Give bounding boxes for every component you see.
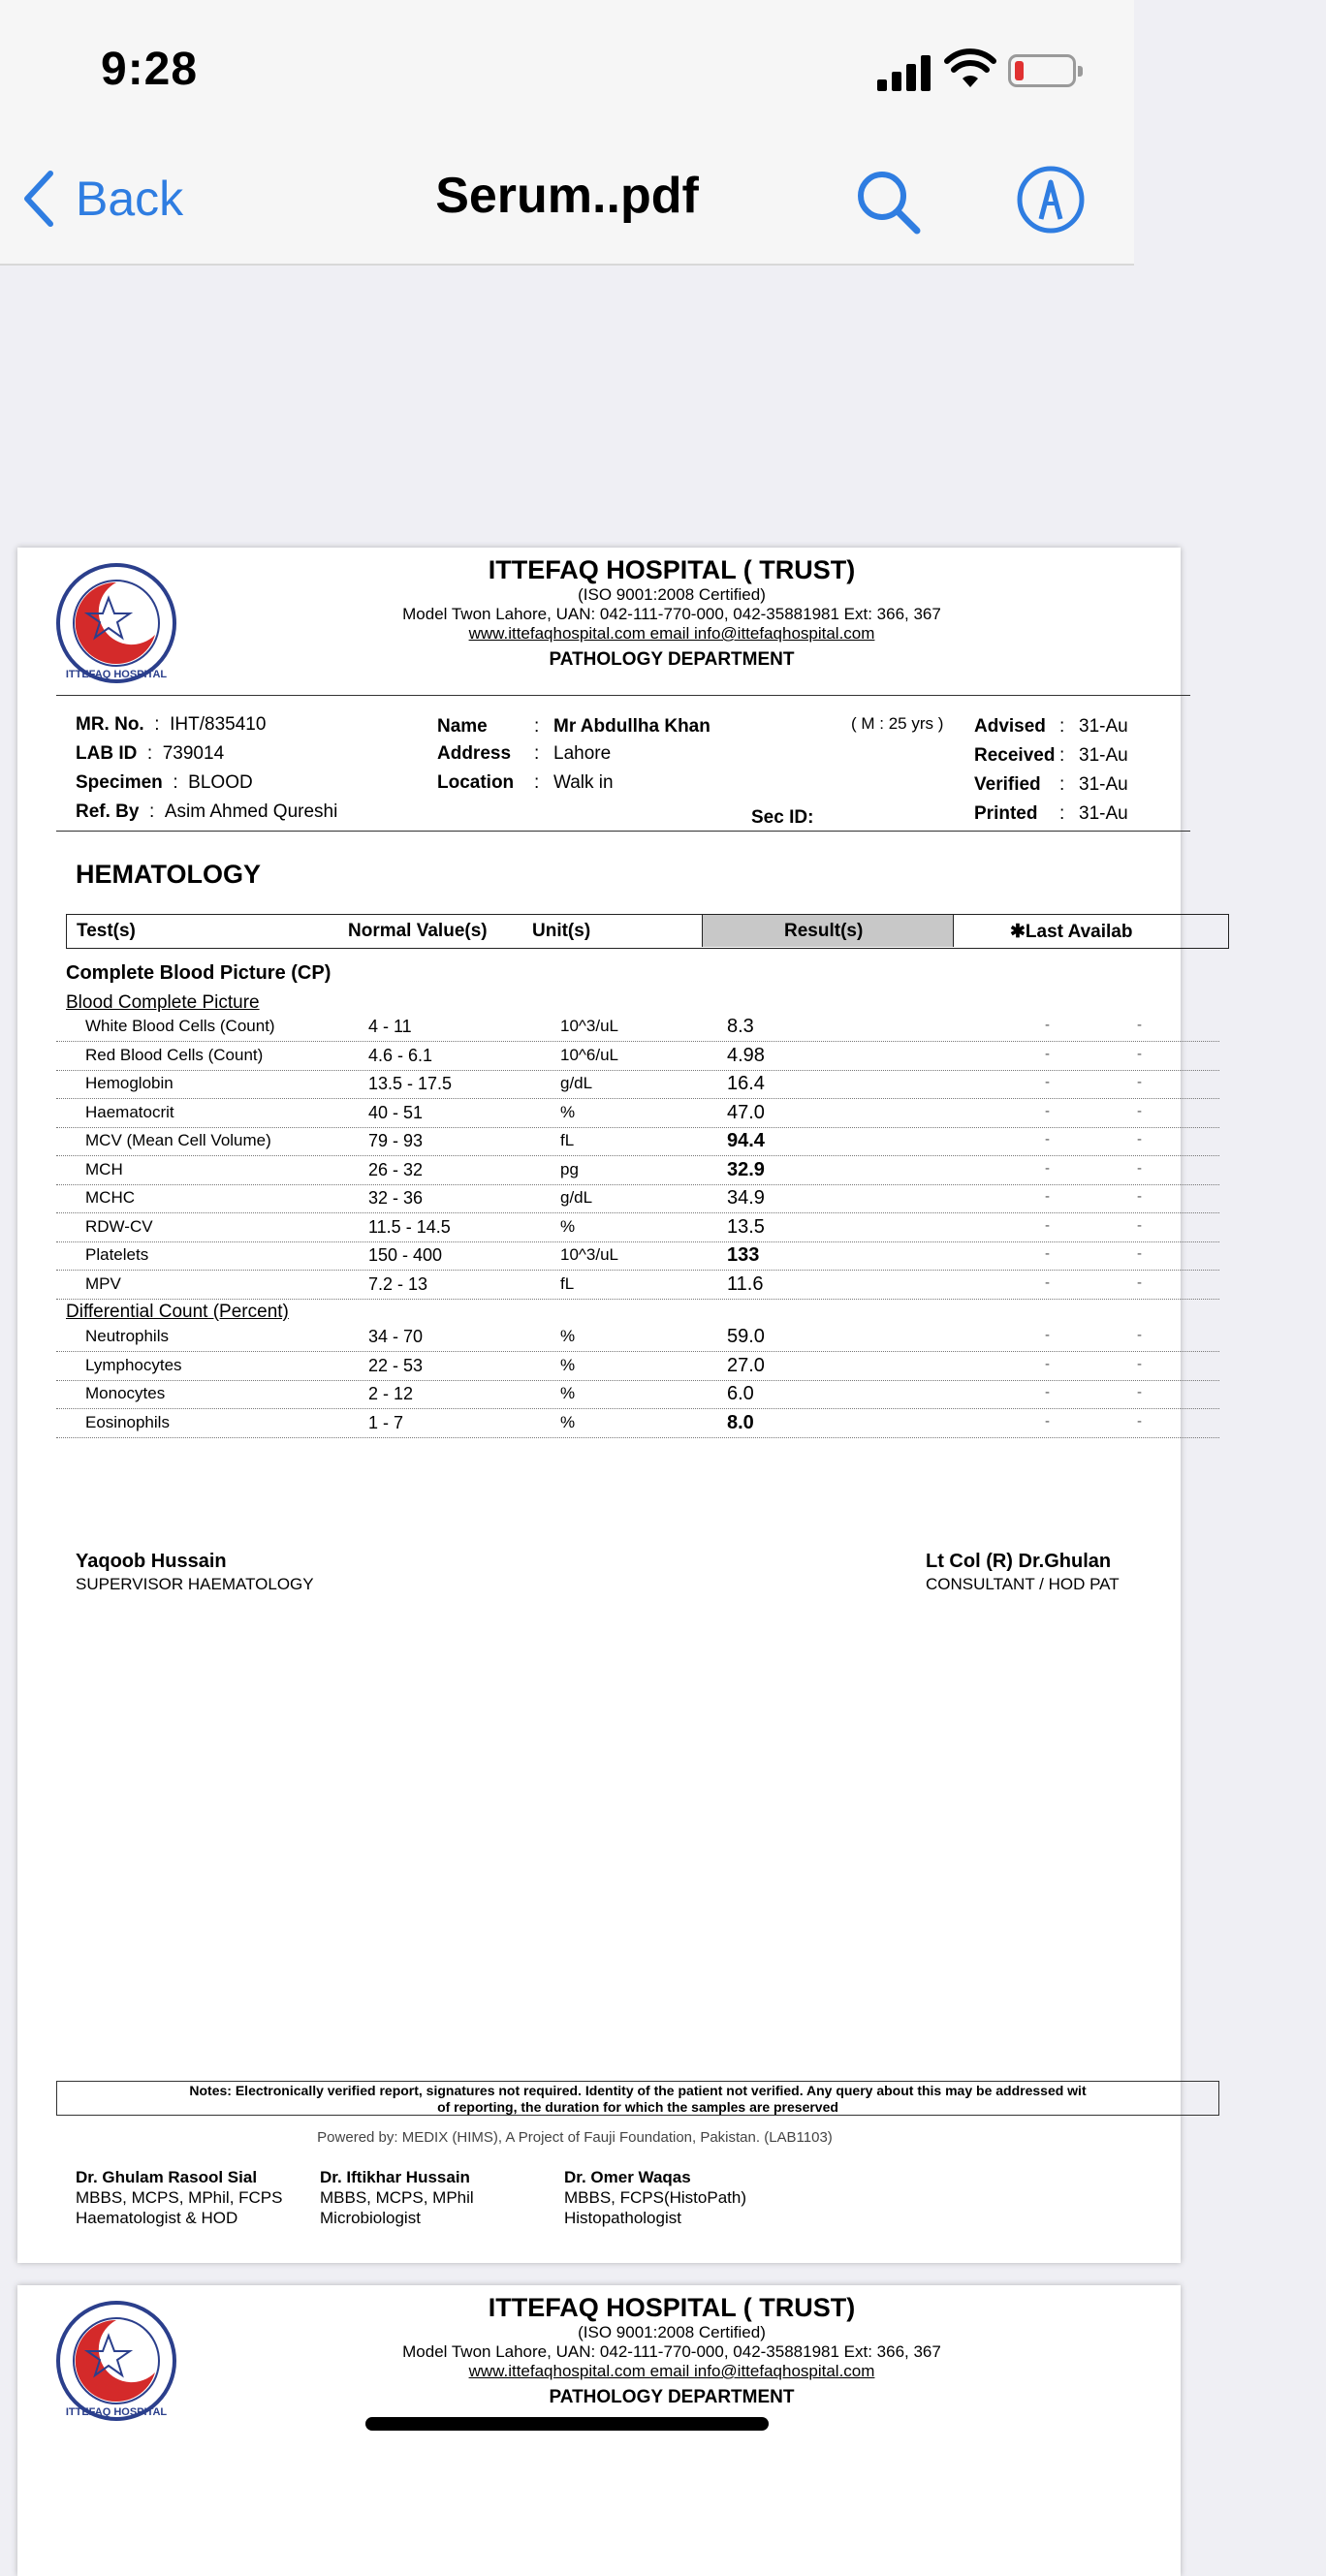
- result-value: 47.0: [727, 1101, 765, 1123]
- referred-by: Ref. By : Asim Ahmed Qureshi: [76, 801, 338, 822]
- info-divider: [56, 831, 1190, 832]
- table-row: [56, 1070, 1219, 1099]
- last-available-value: -: [1137, 1327, 1142, 1343]
- normal-range: 13.5 - 17.5: [368, 1074, 453, 1093]
- doctor-2-qual: MBBS, MCPS, MPhil: [320, 2188, 474, 2207]
- last-available-value: -: [1137, 1159, 1142, 1177]
- header-last-available: ✱Last Availab: [1010, 922, 1133, 942]
- group-differential-count: Differential Count (Percent): [66, 1302, 289, 1322]
- supervisor-role: SUPERVISOR HAEMATOLOGY: [76, 1575, 314, 1593]
- supervisor-name: Yaqoob Hussain: [76, 1551, 227, 1572]
- patient-age-sex: ( M : 25 yrs ): [851, 714, 944, 733]
- last-available-value: -: [1045, 1074, 1050, 1090]
- received-date: Received : 31-Au: [974, 745, 1128, 766]
- hospital-website[interactable]: www.ittefaqhospital.com email info@ittefaqhospital.com: [468, 624, 875, 643]
- unit: 10^6/uL: [560, 1045, 618, 1064]
- unit: %: [560, 1355, 576, 1374]
- normal-range: 40 - 51: [368, 1102, 424, 1122]
- last-available-value: -: [1045, 1131, 1050, 1147]
- result-value: 16.4: [727, 1073, 765, 1094]
- patient-location: Location : Walk in: [437, 772, 614, 793]
- lab-id: LAB ID : 739014: [76, 743, 225, 764]
- last-available-value: -: [1045, 1017, 1050, 1033]
- test-name: MCH: [85, 1159, 123, 1178]
- normal-range: 4 - 11: [368, 1017, 412, 1036]
- test-name: Hemoglobin: [85, 1074, 174, 1092]
- markup-pen-icon[interactable]: [1016, 165, 1086, 235]
- last-available-value: -: [1045, 1355, 1050, 1372]
- unit: pg: [560, 1159, 579, 1178]
- table-row: [56, 1127, 1219, 1156]
- table-row: [56, 1241, 1219, 1271]
- back-label: Back: [76, 172, 184, 226]
- table-row: [56, 1271, 1219, 1300]
- doctor-3-qual: MBBS, FCPS(HistoPath): [564, 2188, 746, 2207]
- section-title: HEMATOLOGY: [76, 860, 262, 889]
- normal-range: 7.2 - 13: [368, 1273, 428, 1294]
- unit: %: [560, 1216, 576, 1236]
- hospital-header-page-2: [17, 2293, 1326, 2408]
- notes-box: [56, 2081, 1219, 2116]
- document-title: Serum..pdf: [435, 168, 699, 224]
- unit: %: [560, 1327, 576, 1345]
- notes-line-2: of reporting, the duration for which the samples are preserved: [437, 2099, 838, 2115]
- last-available-value: -: [1045, 1216, 1050, 1234]
- wifi-icon: [945, 50, 995, 89]
- test-name: MCV (Mean Cell Volume): [85, 1131, 271, 1149]
- cellular-signal-icon: [877, 54, 931, 91]
- last-available-value: -: [1137, 1273, 1142, 1291]
- table-row: [56, 1099, 1219, 1128]
- status-time: 9:28: [101, 44, 199, 95]
- verified-date: Verified : 31-Au: [974, 774, 1128, 795]
- specimen: Specimen : BLOOD: [76, 772, 253, 793]
- last-available-value: -: [1045, 1412, 1050, 1429]
- last-available-value: -: [1045, 1159, 1050, 1177]
- table-row: [56, 1409, 1219, 1438]
- last-available-value: -: [1137, 1245, 1142, 1262]
- test-name: Neutrophils: [85, 1327, 169, 1345]
- table-row: [56, 1352, 1219, 1381]
- doctor-1-name: Dr. Ghulam Rasool Sial: [76, 2168, 258, 2186]
- last-available-value: -: [1045, 1045, 1050, 1062]
- hospital-address: Model Twon Lahore, UAN: 042-111-770-000, 042-35881981 Ext: 366, 367: [402, 605, 941, 623]
- patient-name: Name : Mr Abdullha Khan: [437, 716, 710, 737]
- department-title: PATHOLOGY DEPARTMENT: [549, 649, 795, 670]
- hospital-website[interactable]: www.ittefaqhospital.com email info@ittefaqhospital.com: [468, 2362, 875, 2380]
- normal-range: 79 - 93: [368, 1131, 424, 1150]
- hospital-cert: (ISO 9001:2008 Certified): [578, 2323, 766, 2341]
- table-row: [56, 1213, 1219, 1242]
- doctor-1-title: Haematologist & HOD: [76, 2209, 238, 2227]
- result-value: 59.0: [727, 1326, 765, 1347]
- result-value: 27.0: [727, 1354, 765, 1376]
- header-result: Result(s): [784, 921, 864, 941]
- last-available-value: -: [1137, 1216, 1142, 1234]
- test-name: White Blood Cells (Count): [85, 1017, 275, 1035]
- result-value: 6.0: [727, 1383, 754, 1404]
- result-value: 8.0: [727, 1411, 754, 1433]
- last-available-value: -: [1137, 1188, 1142, 1205]
- unit: %: [560, 1102, 576, 1121]
- last-available-value: -: [1137, 1384, 1142, 1400]
- consultant-role: CONSULTANT / HOD PAT: [926, 1575, 1120, 1593]
- normal-range: 26 - 32: [368, 1159, 424, 1179]
- mr-number: MR. No. : IHT/835410: [76, 714, 267, 735]
- table-header: [66, 914, 1229, 949]
- printed-date: Printed : 31-Au: [974, 803, 1128, 824]
- test-name: Haematocrit: [85, 1102, 174, 1121]
- normal-range: 34 - 70: [368, 1327, 424, 1346]
- header-divider: [56, 695, 1190, 696]
- test-name: MCHC: [85, 1188, 135, 1207]
- last-available-value: -: [1045, 1102, 1050, 1119]
- battery-icon: [1008, 54, 1076, 87]
- hospital-header: [17, 555, 1326, 671]
- test-name: Monocytes: [85, 1384, 166, 1402]
- test-name: Platelets: [85, 1245, 149, 1264]
- test-name: Eosinophils: [85, 1412, 170, 1431]
- back-button[interactable]: [21, 165, 183, 233]
- test-name: Red Blood Cells (Count): [85, 1045, 264, 1064]
- result-value: 34.9: [727, 1187, 765, 1209]
- patient-address: Address : Lahore: [437, 743, 612, 764]
- last-available-value: -: [1137, 1355, 1142, 1372]
- hospital-name: ITTEFAQ HOSPITAL ( TRUST): [488, 555, 856, 584]
- table-row: [56, 1184, 1219, 1213]
- table-row: [56, 1013, 1219, 1042]
- last-available-value: -: [1137, 1102, 1142, 1119]
- doctor-3-name: Dr. Omer Waqas: [564, 2168, 691, 2186]
- test-name: RDW-CV: [85, 1216, 153, 1236]
- table-row: [56, 1380, 1219, 1409]
- panel-title: Complete Blood Picture (CP): [66, 962, 332, 984]
- last-available-value: -: [1045, 1384, 1050, 1400]
- last-available-value: -: [1045, 1273, 1050, 1291]
- last-available-value: -: [1137, 1074, 1142, 1090]
- normal-range: 150 - 400: [368, 1245, 443, 1265]
- result-value: 13.5: [727, 1215, 765, 1238]
- header-test: Test(s): [77, 921, 136, 941]
- department-title: PATHOLOGY DEPARTMENT: [549, 2387, 795, 2407]
- header-normal: Normal Value(s): [348, 921, 488, 941]
- pdf-page-2: [17, 2285, 1181, 2576]
- doctor-2-title: Microbiologist: [320, 2209, 421, 2227]
- hospital-cert: (ISO 9001:2008 Certified): [578, 585, 766, 604]
- table-row: [56, 1323, 1219, 1352]
- unit: 10^3/uL: [560, 1245, 618, 1264]
- svg-text:ITTEFAQ HOSPITAL: ITTEFAQ HOSPITAL: [65, 2406, 168, 2418]
- doctor-1-qual: MBBS, MCPS, MPhil, FCPS: [76, 2188, 283, 2207]
- group-blood-complete-picture: Blood Complete Picture: [66, 992, 260, 1013]
- result-value: 94.4: [727, 1130, 765, 1151]
- unit: g/dL: [560, 1188, 593, 1207]
- header-unit: Unit(s): [532, 921, 591, 941]
- table-row: [56, 1042, 1219, 1071]
- unit: %: [560, 1384, 576, 1402]
- result-value: 11.6: [727, 1272, 764, 1295]
- result-value: 4.98: [727, 1044, 765, 1066]
- normal-range: 2 - 12: [368, 1384, 414, 1403]
- last-available-value: -: [1137, 1412, 1142, 1429]
- sec-id: Sec ID:: [751, 807, 814, 828]
- search-icon[interactable]: [853, 167, 923, 236]
- pdf-page-1: [17, 548, 1181, 2263]
- last-available-value: -: [1045, 1188, 1050, 1205]
- hospital-address: Model Twon Lahore, UAN: 042-111-770-000, 042-35881981 Ext: 366, 367: [402, 2342, 941, 2361]
- powered-by: Powered by: MEDIX (HIMS), A Project of Fauji Foundation, Pakistan. (LAB1103): [317, 2129, 833, 2146]
- advised-date: Advised : 31-Au: [974, 716, 1128, 737]
- normal-range: 32 - 36: [368, 1188, 424, 1208]
- svg-text:ITTEFAQ HOSPITAL: ITTEFAQ HOSPITAL: [65, 669, 168, 680]
- normal-range: 22 - 53: [368, 1355, 424, 1375]
- doctor-3-title: Histopathologist: [564, 2209, 681, 2227]
- top-bar: [0, 0, 1134, 266]
- test-name: Lymphocytes: [85, 1355, 182, 1374]
- last-available-value: -: [1137, 1045, 1142, 1062]
- home-indicator[interactable]: [365, 2417, 769, 2431]
- unit: g/dL: [560, 1074, 593, 1092]
- notes-line-1: Notes: Electronically verified report, signatures not required. Identity of the patient not verified. Any query about this may be addressed wit: [189, 2083, 1087, 2098]
- normal-range: 1 - 7: [368, 1412, 404, 1432]
- unit: %: [560, 1412, 576, 1431]
- unit: 10^3/uL: [560, 1017, 618, 1035]
- doctor-2-name: Dr. Iftikhar Hussain: [320, 2168, 470, 2186]
- normal-range: 11.5 - 14.5: [368, 1216, 451, 1237]
- chevron-left-icon: [21, 170, 54, 228]
- consultant-name: Lt Col (R) Dr.Ghulan: [926, 1551, 1112, 1572]
- result-value: 32.9: [727, 1158, 765, 1180]
- last-available-value: -: [1137, 1131, 1142, 1147]
- last-available-value: -: [1045, 1327, 1050, 1343]
- result-value: 8.3: [727, 1016, 754, 1037]
- test-name: MPV: [85, 1273, 121, 1293]
- last-available-value: -: [1045, 1245, 1050, 1262]
- unit: fL: [560, 1273, 575, 1293]
- unit: fL: [560, 1131, 575, 1149]
- last-available-value: -: [1137, 1017, 1142, 1033]
- table-row: [56, 1156, 1219, 1185]
- normal-range: 4.6 - 6.1: [368, 1045, 433, 1065]
- hospital-name: ITTEFAQ HOSPITAL ( TRUST): [488, 2293, 856, 2322]
- result-value: 133: [727, 1244, 760, 1266]
